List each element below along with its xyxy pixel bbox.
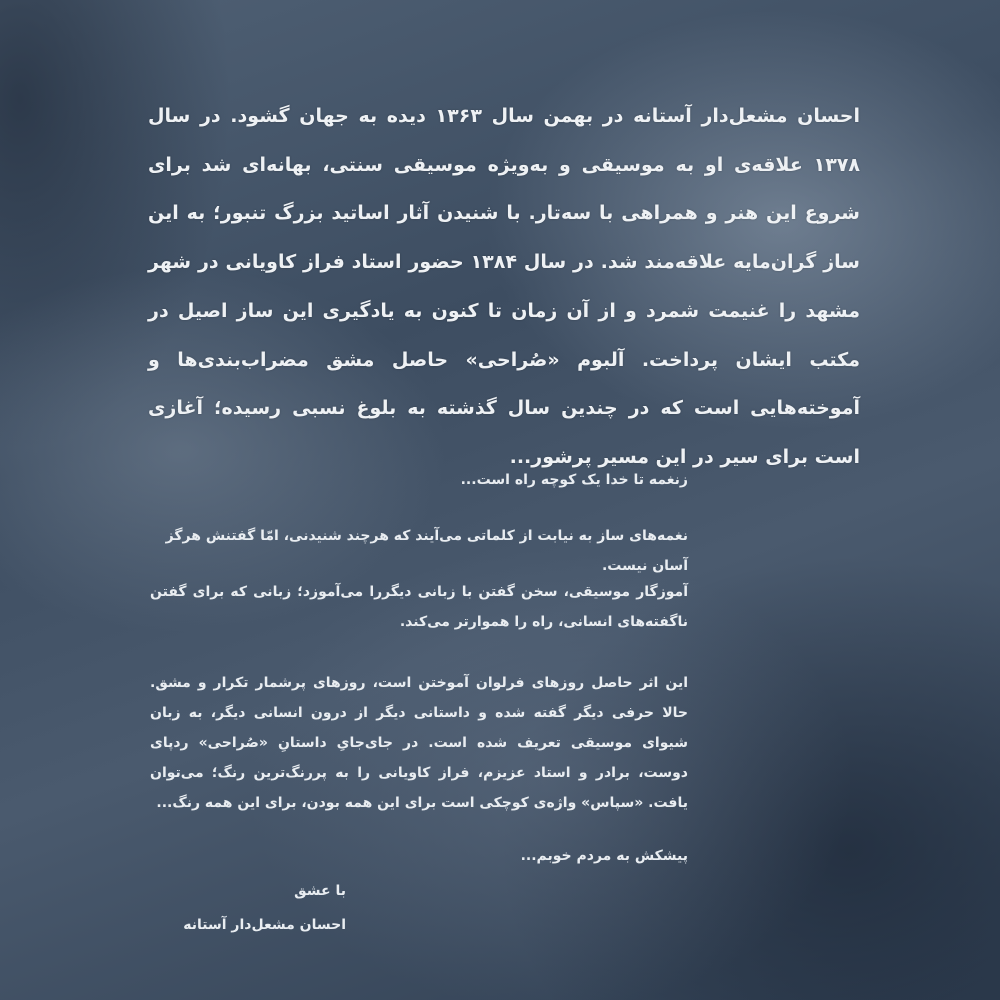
quote-paragraph-3: آموزگار موسیقی، سخن گفتن با زبانی دیگررا می‌آموزد؛ زبانی که برای گفتن ناگفته‌های انسانی، راه را هموارتر می‌کند. <box>150 584 688 630</box>
signature-greeting: با عشق <box>294 883 346 899</box>
quote-line-1: زنغمه تا خدا یک کوچه راه است... <box>460 472 688 488</box>
signature-name: احسان مشعل‌دار آستانه <box>183 917 346 933</box>
dedication-line: پیشکش به مردم خوبم... <box>520 848 688 864</box>
biography-paragraph: احسان مشعل‌دار آستانه در بهمن سال ۱۳۶۳ دیده به جهان گشود. در سال ۱۳۷۸ علاقه‌ی او به موسیقی و به‌ویژه موسیقی سنتی، بهانه‌ای شد برای شروع این هنر و همراهی با سه‌تار. با شنیدن آثار اساتید بزرگ تنبور؛ به این ساز گران‌مایه علاقه‌مند شد. در سال ۱۳۸۴ حضور استاد فراز کاویانی در شهر مشهد را غنیمت شمرد و از آن زمان تا کنون به یادگیری این ساز اصیل در مکتب ایشان پرداخت. آلبوم «صُراحی» حاصل مشق مضراب‌بندی‌ها و آموخته‌هایی است که در چندین سال گذشته به بلوغ نسبی رسیده؛ آغازی است برای سیر در این مسیر پرشور... <box>148 105 861 468</box>
quote-line-2: نغمه‌های ساز به نیابت از کلماتی می‌آیند که هرچند شنیدنی، امّا گفتنش هرگز آسان نیست. <box>165 528 688 574</box>
dedication-paragraph: این اثر حاصل روزهای فرلوان آموختن است، روزهای پرشمار تکرار و مشق. حالا حرفی دیگر گفته شده و داستانی دیگر از درون انسانی دیگر، به زبان شیوای موسیقی تعریف شده است. در جای‌جایِ داستانِ «صُراحی» ردپای دوست، برادر و استاد عزیزم، فراز کاویانی را به پررنگ‌ترین رنگ؛ می‌توان یافت. «سپاس» واژه‌ی کوچکی است برای این همه بودن، برای این همه رنگ... <box>150 675 688 811</box>
